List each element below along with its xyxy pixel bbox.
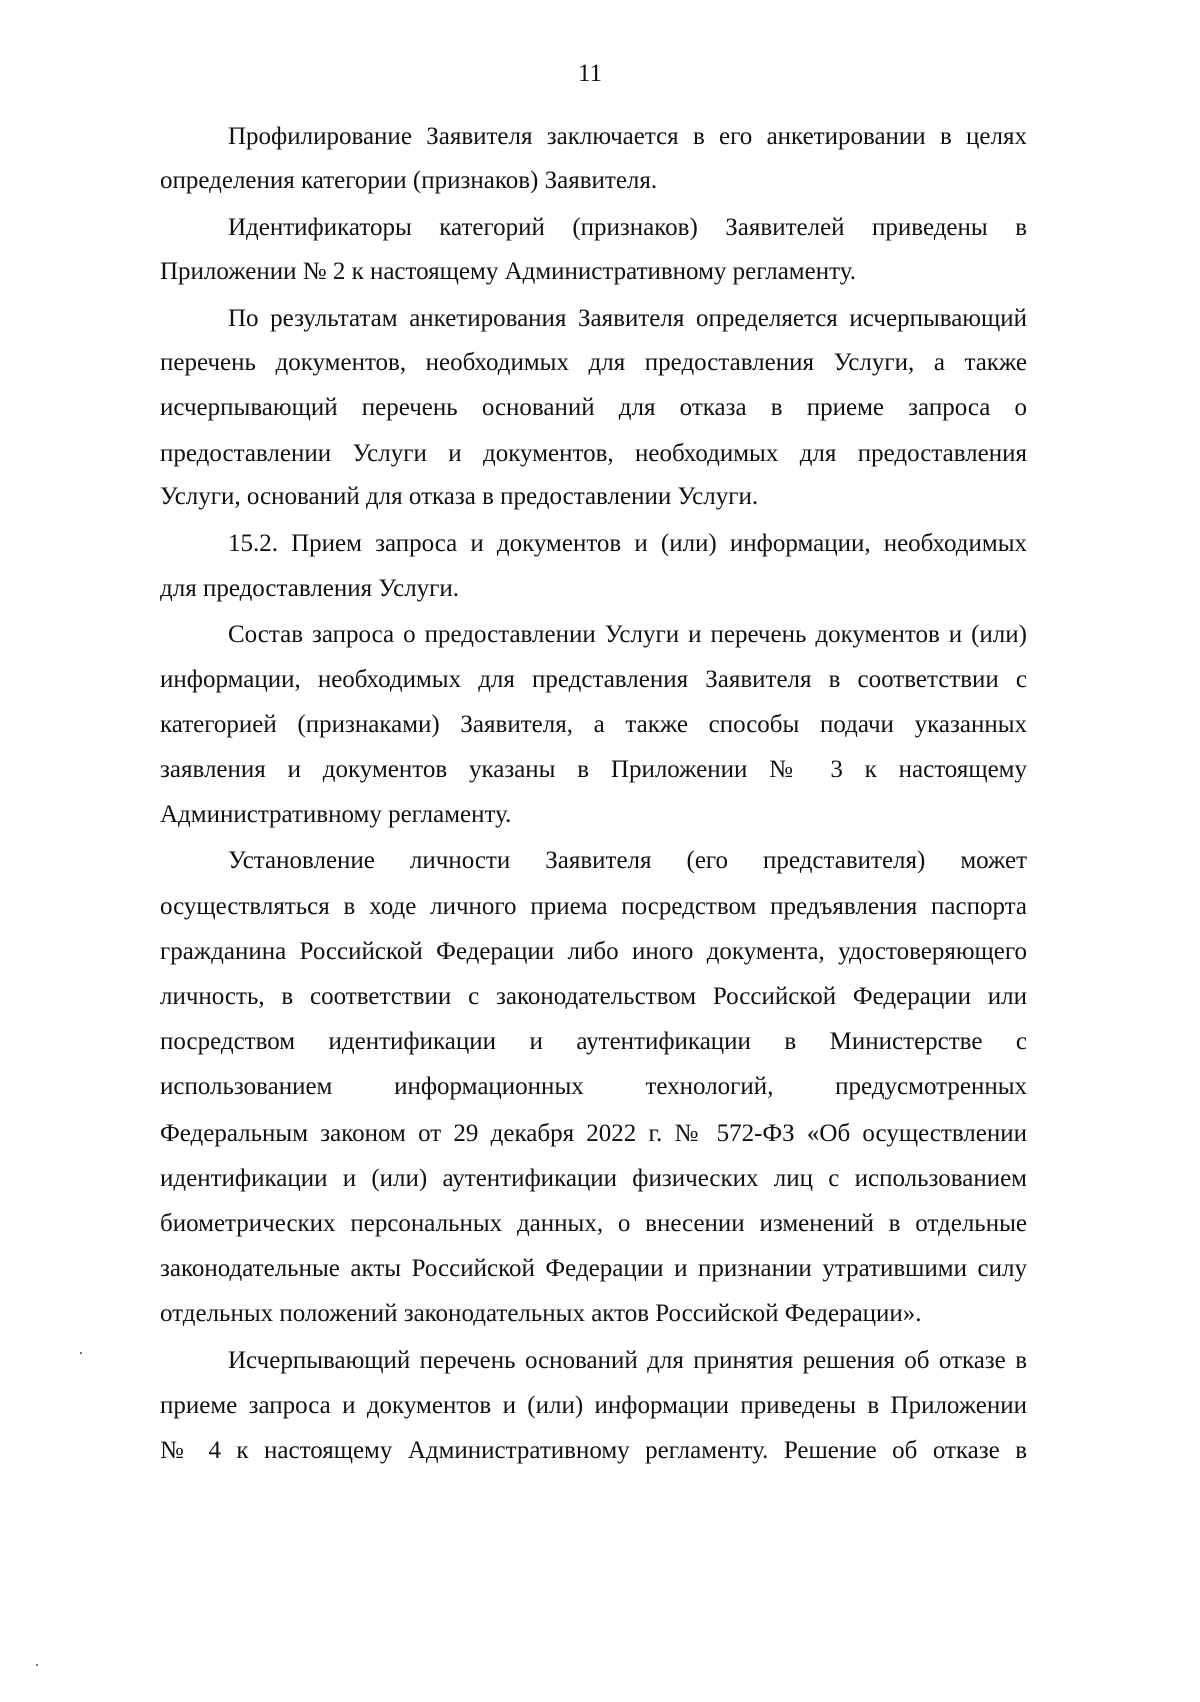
paragraph-7-line: № 4 к настоящему Административному регламенту. Решение об отказе в — [160, 1437, 1027, 1464]
paragraph-3-line: предоставлении Услуги и документов, необходимых для предоставления — [160, 440, 1027, 467]
paragraph-6-line: личность, в соответствии с законодательством Российской Федерации или — [160, 983, 1027, 1010]
scan-speck — [80, 1352, 82, 1354]
paragraph-6-line: использованием информационных технологий, предусмотренных — [160, 1073, 1027, 1100]
paragraph-4-line: 15.2. Прием запроса и документов и (или) информации, необходимых — [228, 530, 1027, 557]
paragraph-6-line: Установление личности Заявителя (его представителя) может — [228, 847, 1027, 874]
paragraph-3-line: перечень документов, необходимых для предоставления Услуги, а также — [160, 349, 1027, 376]
paragraph-6-line: биометрических персональных данных, о внесении изменений в отдельные — [160, 1210, 1027, 1237]
page-number: 11 — [577, 60, 603, 87]
paragraph-6-line: посредством идентификации и аутентификации в Министерстве с — [160, 1028, 1027, 1055]
paragraph-3-line: Услуги, оснований для отказа в предоставлении Услуги. — [160, 483, 759, 510]
paragraph-5-line: Административному регламенту. — [160, 801, 512, 828]
paragraph-5-line: Состав запроса о предоставлении Услуги и перечень документов и (или) — [228, 621, 1027, 648]
paragraph-5-line: заявления и документов указаны в Приложении № 3 к настоящему — [160, 756, 1027, 783]
paragraph-6-line: идентификации и (или) аутентификации физических лиц с использованием — [160, 1165, 1027, 1192]
paragraph-4-line: для предоставления Услуги. — [160, 575, 460, 602]
paragraph-2-line: Приложении № 2 к настоящему Административному регламенту. — [160, 258, 856, 285]
paragraph-6-line: осуществляться в ходе личного приема посредством предъявления паспорта — [160, 893, 1027, 920]
paragraph-5-line: категорией (признаками) Заявителя, а также способы подачи указанных — [160, 711, 1027, 738]
paragraph-6-line: отдельных положений законодательных актов Российской Федерации». — [160, 1300, 922, 1327]
paragraph-3-line: исчерпывающий перечень оснований для отказа в приеме запроса о — [160, 394, 1027, 421]
scan-speck — [36, 1664, 38, 1666]
paragraph-1-line: Профилирование Заявителя заключается в его анкетировании в целях — [228, 123, 1027, 150]
paragraph-5-line: информации, необходимых для представления Заявителя в соответствии с — [160, 666, 1027, 693]
paragraph-1-line: определения категории (признаков) Заявителя. — [160, 167, 658, 194]
paragraph-7-line: Исчерпывающий перечень оснований для принятия решения об отказе в — [228, 1347, 1027, 1374]
paragraph-6-line: гражданина Российской Федерации либо иного документа, удостоверяющего — [160, 938, 1027, 965]
paragraph-2-line: Идентификаторы категорий (признаков) Заявителей приведены в — [228, 214, 1027, 241]
paragraph-3-line: По результатам анкетирования Заявителя определяется исчерпывающий — [228, 305, 1027, 332]
paragraph-6-line: законодательные акты Российской Федерации и признании утратившими силу — [160, 1255, 1027, 1282]
paragraph-6-line: Федеральным законом от 29 декабря 2022 г. № 572-ФЗ «Об осуществлении — [160, 1120, 1027, 1147]
paragraph-7-line: приеме запроса и документов и (или) информации приведены в Приложении — [160, 1392, 1027, 1419]
